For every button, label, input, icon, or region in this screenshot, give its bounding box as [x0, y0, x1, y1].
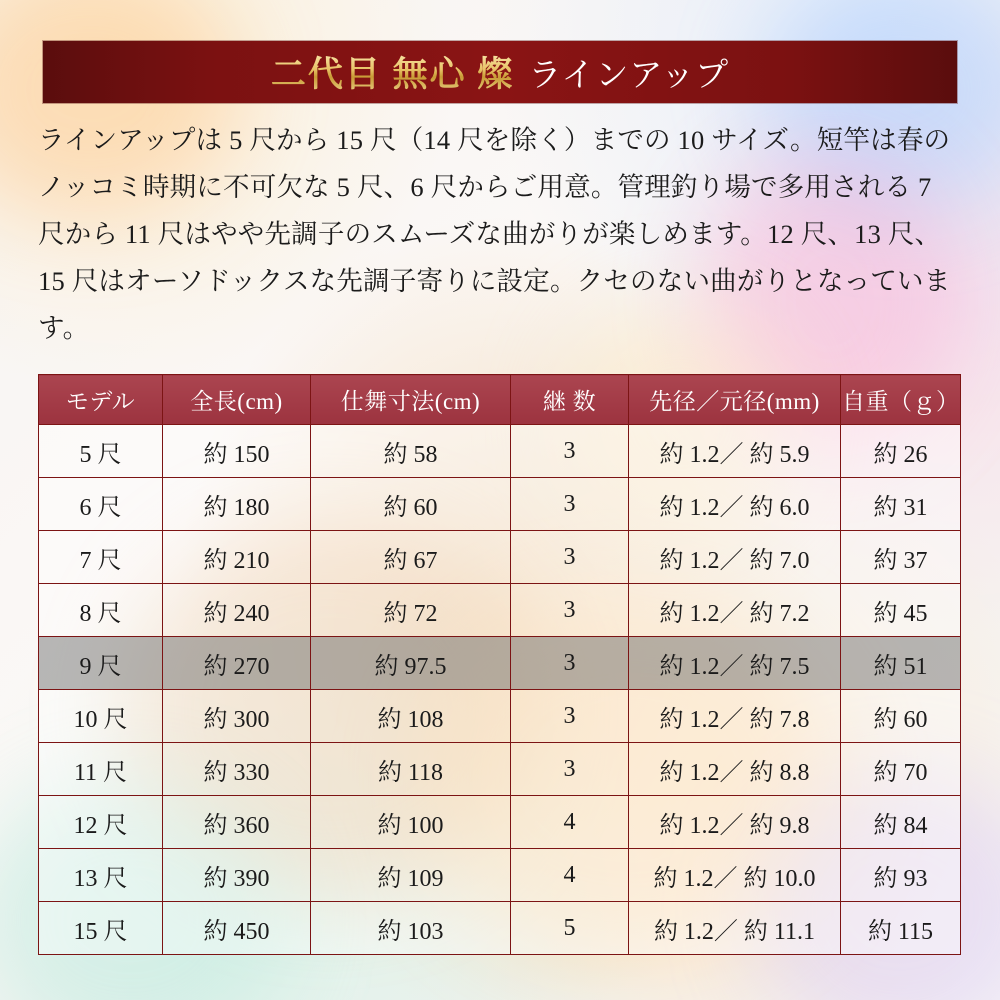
banner-text-group: [271, 47, 729, 97]
cell-weight: 約 26: [841, 425, 961, 478]
cell-diameter: 約 1.2／ 約 6.0: [629, 478, 841, 531]
cell-length: 約 330: [163, 743, 311, 796]
column-header-closed: 仕舞寸法(cm): [311, 375, 511, 425]
cell-length: 約 390: [163, 849, 311, 902]
cell-diameter: 約 1.2／ 約 11.1: [629, 902, 841, 955]
cell-diameter: 約 1.2／ 約 10.0: [629, 849, 841, 902]
table-row: [39, 584, 961, 637]
cell-length: 約 360: [163, 796, 311, 849]
column-header-weight: 自重（ｇ）: [841, 375, 961, 425]
cell-closed: 約 58: [311, 425, 511, 478]
table-header-row: [39, 375, 961, 425]
poster-content: [0, 41, 1000, 955]
cell-weight: 約 70: [841, 743, 961, 796]
column-header-length: 全長(cm): [163, 375, 311, 425]
cell-joints: 3: [511, 425, 629, 478]
spec-table-body: [39, 425, 961, 955]
cell-length: 約 180: [163, 478, 311, 531]
cell-weight: 約 60: [841, 690, 961, 743]
cell-weight: 約 93: [841, 849, 961, 902]
cell-diameter: 約 1.2／ 約 7.2: [629, 584, 841, 637]
column-header-joints: 継 数: [511, 375, 629, 425]
cell-joints: 3: [511, 637, 629, 690]
cell-length: 約 210: [163, 531, 311, 584]
cell-diameter: 約 1.2／ 約 5.9: [629, 425, 841, 478]
cell-diameter: 約 1.2／ 約 7.0: [629, 531, 841, 584]
cell-weight: 約 51: [841, 637, 961, 690]
cell-diameter: 約 1.2／ 約 7.8: [629, 690, 841, 743]
cell-weight: 約 45: [841, 584, 961, 637]
cell-model: 12 尺: [39, 796, 163, 849]
cell-model: 7 尺: [39, 531, 163, 584]
cell-model: 13 尺: [39, 849, 163, 902]
cell-weight: 約 115: [841, 902, 961, 955]
cell-model: 10 尺: [39, 690, 163, 743]
description-text: ラインアップは 5 尺から 15 尺（14 尺を除く）までの 10 サイズ。短竿は春のノッコミ時期に不可欠な 5 尺、6 尺からご用意。管理釣り場で多用される 7 尺から 11 尺はやや先調子のスムーズな曲がりが楽しめます。12 尺、13 尺、15 尺はオーソドックスな先調子寄りに設定。クセのない曲がりとなっています。: [38, 125, 951, 343]
table-row: [39, 425, 961, 478]
cell-joints: 3: [511, 584, 629, 637]
cell-joints: 4: [511, 849, 629, 902]
cell-model: 5 尺: [39, 425, 163, 478]
title-banner: [43, 41, 957, 103]
cell-diameter: 約 1.2／ 約 9.8: [629, 796, 841, 849]
cell-closed: 約 109: [311, 849, 511, 902]
cell-closed: 約 60: [311, 478, 511, 531]
cell-closed: 約 118: [311, 743, 511, 796]
table-row: [39, 690, 961, 743]
cell-closed: 約 100: [311, 796, 511, 849]
cell-joints: 3: [511, 478, 629, 531]
cell-joints: 3: [511, 531, 629, 584]
table-row: [39, 902, 961, 955]
cell-model: 6 尺: [39, 478, 163, 531]
spec-table-head: [39, 375, 961, 425]
cell-closed: 約 67: [311, 531, 511, 584]
page-subtitle: ラインアップ: [528, 58, 730, 94]
cell-length: 約 450: [163, 902, 311, 955]
cell-closed: 約 97.5: [311, 637, 511, 690]
cell-model: 9 尺: [39, 637, 163, 690]
cell-diameter: 約 1.2／ 約 7.5: [629, 637, 841, 690]
table-row: [39, 637, 961, 690]
cell-closed: 約 103: [311, 902, 511, 955]
table-row: [39, 796, 961, 849]
cell-closed: 約 108: [311, 690, 511, 743]
description-block: [38, 117, 960, 352]
table-row: [39, 743, 961, 796]
cell-joints: 4: [511, 796, 629, 849]
cell-model: 15 尺: [39, 902, 163, 955]
cell-length: 約 240: [163, 584, 311, 637]
cell-weight: 約 37: [841, 531, 961, 584]
cell-length: 約 300: [163, 690, 311, 743]
column-header-diameter: 先径／元径(mm): [629, 375, 841, 425]
cell-joints: 3: [511, 743, 629, 796]
cell-diameter: 約 1.2／ 約 8.8: [629, 743, 841, 796]
cell-closed: 約 72: [311, 584, 511, 637]
cell-joints: 5: [511, 902, 629, 955]
table-row: [39, 849, 961, 902]
cell-length: 約 270: [163, 637, 311, 690]
cell-weight: 約 31: [841, 478, 961, 531]
cell-length: 約 150: [163, 425, 311, 478]
cell-weight: 約 84: [841, 796, 961, 849]
spec-table: [38, 374, 961, 955]
page-title: 二代目 無心 燦: [271, 47, 515, 97]
spec-table-wrapper: [38, 374, 960, 955]
table-row: [39, 478, 961, 531]
cell-joints: 3: [511, 690, 629, 743]
cell-model: 11 尺: [39, 743, 163, 796]
column-header-model: モデル: [39, 375, 163, 425]
cell-model: 8 尺: [39, 584, 163, 637]
table-row: [39, 531, 961, 584]
